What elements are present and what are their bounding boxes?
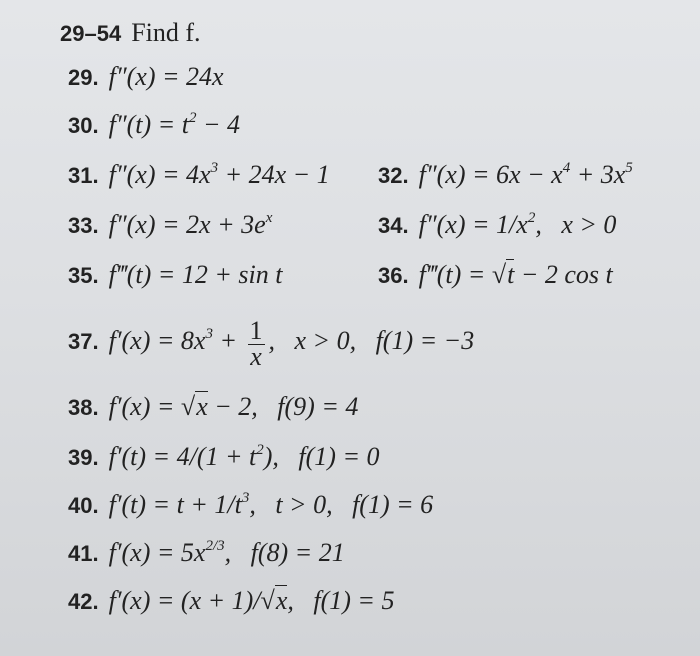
problem-expression: $f'(t) = 4/(1 + t^2)$, f(1) = 0 [108,442,380,471]
problem-31: 31. $f''(x) = 4x^3 + 24x - 1$ [68,160,330,189]
problem-expression: f‴(t) = √t − 2 cos t [418,260,613,289]
section-heading [60,18,201,48]
problem-37: 37. $f'(x) = 8x^3$ + $\frac{1}{x}$ , x > 0, f(1) = −3 [68,316,475,371]
problem-expression: f‴(t) = 12 + sin t [108,260,283,289]
problem-expression: $f''(t) = t^2 - 4$ [108,110,241,139]
problem-expression: $f''(x) = 2x + 3e^x$ [108,210,273,239]
fraction: $\frac{1}{x}$ [249,316,263,371]
problem-35: 35. f‴(t) = 12 + sin t [68,260,283,289]
problem-36: 36. f‴(t) = √t − 2 cos t [378,260,613,289]
problem-32: 32. $f''(x) = 6x - x^4 + 3x^5$ [378,160,633,189]
problem-38: 38. f′(x) = √x − 2, f(9) = 4 [68,392,359,421]
problem-41: 41. $f'(x) = 5x^{2/3}$, f(8) = 21 [68,538,345,567]
problem-expression: $f'(x) = 8x^3$ + $\frac{1}{x}$ , x > 0, f(1) = −3 [108,316,475,371]
problem-expression: f′(x) = √x − 2, f(9) = 4 [108,392,359,421]
problem-expression: $f''(x) = 1/x^2$, x > 0 [418,210,617,239]
problem-expression: f″(x) = 24x [108,62,224,91]
problem-42: 42. f′(x) = (x + 1)/√x, f(1) = 5 [68,586,395,615]
problem-33: 33. $f''(x) = 2x + 3e^x$ [68,210,273,239]
problem-40: 40. $f'(t) = t + 1/t^3$, t > 0, f(1) = 6 [68,490,434,519]
problem-34: 34. $f''(x) = 1/x^2$, x > 0 [378,210,617,239]
problem-expression: $f''(x) = 6x - x^4 + 3x^5$ [418,160,633,189]
section-instruction: Find f. [131,18,201,47]
problem-expression: f′(x) = (x + 1)/√x, f(1) = 5 [108,586,395,615]
problem-29: 29. f″(x) = 24x [68,62,224,91]
problem-expression: $f'(t) = t + 1/t^3$, t > 0, f(1) = 6 [108,490,434,519]
section-range: 29–54 [60,21,122,46]
problem-30: 30. $f''(t) = t^2 - 4$ [68,110,241,139]
problem-expression: $f''(x) = 4x^3 + 24x - 1$ [108,160,330,189]
problem-39: 39. $f'(t) = 4/(1 + t^2)$, f(1) = 0 [68,442,380,471]
problem-expression: $f'(x) = 5x^{2/3}$, f(8) = 21 [108,538,345,567]
